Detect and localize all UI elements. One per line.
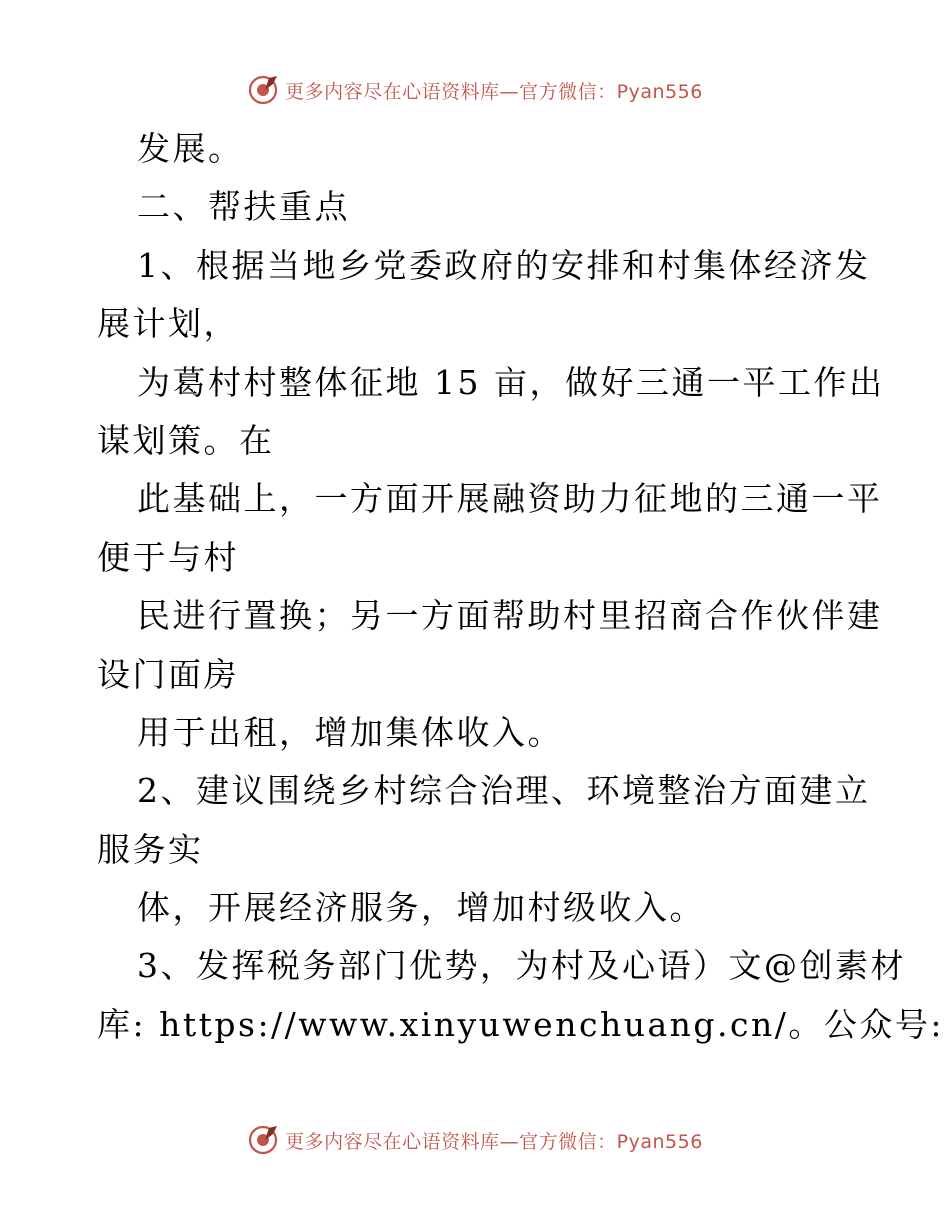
text-line: 设门面房 xyxy=(97,654,239,694)
text-line: 用于出租，增加集体收入。 xyxy=(137,712,563,752)
text-line: 3、发挥税务部门优势，为村及心语）文@创素材 xyxy=(137,946,906,986)
text-line: 展计划， xyxy=(97,304,239,344)
text-line: 民进行置换；另一方面帮助村里招商合作伙伴建 xyxy=(137,596,883,636)
text-line: 此基础上，一方面开展融资助力征地的三通一平 xyxy=(137,479,883,519)
text-line: 2、建议围绕乡村综合治理、环境整治方面建立 xyxy=(137,771,871,811)
quill-logo-icon xyxy=(247,74,279,106)
text-line: 为葛村村整体征地 15 亩，做好三通一平工作出 xyxy=(137,362,885,402)
document-body xyxy=(97,120,944,1054)
header-banner-text: 更多内容尽在心语资料库—官方微信：Pyan556 xyxy=(285,80,703,103)
text-line: 谋划策。在 xyxy=(97,420,275,460)
text-line: 1、根据当地乡党委政府的安排和村集体经济发 xyxy=(137,245,871,285)
header-banner xyxy=(0,70,950,110)
text-line: 便于与村 xyxy=(97,537,239,577)
text-line: 体，开展经济服务，增加村级收入。 xyxy=(137,888,705,928)
quill-logo-icon xyxy=(247,1124,279,1156)
text-line: 服务实 xyxy=(97,829,204,869)
section-heading: 二、帮扶重点 xyxy=(137,187,350,227)
text-line: 库: https://www.xinyuwenchuang.cn/。公众号: xyxy=(97,1004,944,1044)
footer-banner-text: 更多内容尽在心语资料库—官方微信：Pyan556 xyxy=(285,1130,703,1153)
text-line: 发展。 xyxy=(137,129,244,168)
footer-banner xyxy=(0,1120,950,1160)
